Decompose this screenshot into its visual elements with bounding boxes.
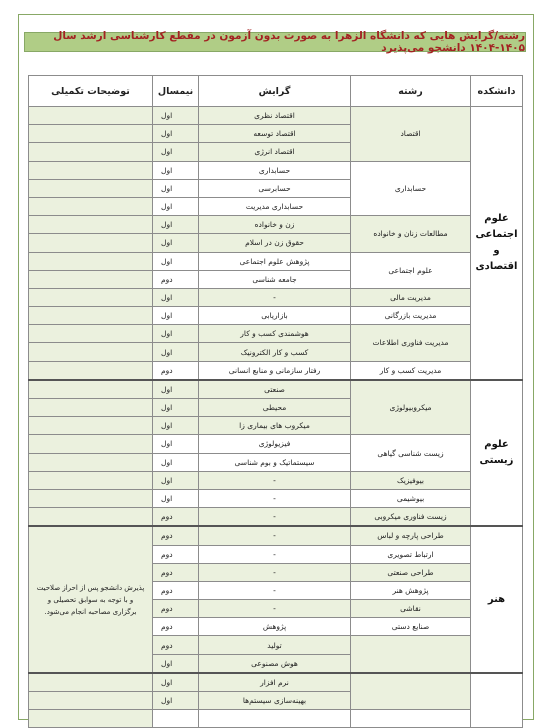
trend-cell: زن و خانواده [199,216,351,234]
notes-cell [29,107,153,125]
semester-cell: اول [153,307,199,325]
notes-cell [29,125,153,143]
semester-cell: اول [153,143,199,161]
major-cell: ارتباط تصویری [351,545,471,563]
semester-cell: اول [153,161,199,179]
table-row [29,161,523,179]
trend-cell: رفتار سازمانی و منابع انسانی [199,361,351,380]
trend-cell: اقتصاد نظری [199,107,351,125]
trend-cell: صنعتی [199,380,351,399]
table-row [29,325,523,343]
major-cell: بیوشیمی [351,489,471,507]
trend-cell: - [199,471,351,489]
trend-cell: - [199,600,351,618]
notes-cell [29,143,153,161]
semester-cell: اول [153,325,199,343]
trend-cell: - [199,526,351,545]
major-cell: مدیریت بازرگانی [351,307,471,325]
semester-cell: اول [153,417,199,435]
semester-cell: اول [153,216,199,234]
trend-cell: - [199,563,351,581]
table-row [29,288,523,306]
notes-cell [29,417,153,435]
semester-cell: اول [153,399,199,417]
table-row [29,107,523,125]
semester-cell: دوم [153,526,199,545]
header-university: دانشکده [471,76,523,107]
trend-cell: حسابداری [199,161,351,179]
trend-cell: حسابرسی [199,179,351,197]
table-row [29,380,523,399]
trend-cell: جامعه شناسی [199,270,351,288]
semester-cell: دوم [153,600,199,618]
major-cell: مدیریت مالی [351,288,471,306]
major-cell: اقتصاد [351,107,471,162]
notes-cell [29,343,153,361]
notes-cell [29,380,153,399]
semester-cell: دوم [153,581,199,599]
semester-cell: دوم [153,545,199,563]
trend-cell: بازاریابی [199,307,351,325]
notes-cell [29,216,153,234]
semester-cell: اول [153,234,199,252]
semester-cell: اول [153,179,199,197]
semester-cell: دوم [153,361,199,380]
notes-cell [29,399,153,417]
major-cell: بیوفیزیک [351,471,471,489]
table-row [29,252,523,270]
trend-cell: - [199,545,351,563]
semester-cell: دوم [153,270,199,288]
table-row [29,508,523,527]
header-notes: توضیحات تکمیلی [29,76,153,107]
major-cell: مدیریت کسب و کار [351,361,471,380]
notes-cell [29,288,153,306]
table-row [29,471,523,489]
trend-cell [199,710,351,728]
notes-cell [29,307,153,325]
semester-cell [153,710,199,728]
major-cell: مطالعات زنان و خانواده [351,216,471,252]
semester-cell: اول [153,343,199,361]
notes-cell [29,161,153,179]
trend-cell: پژوهش علوم اجتماعی [199,252,351,270]
trend-cell: سیستماتیک و بوم شناسی [199,453,351,471]
semester-cell: اول [153,471,199,489]
table-row [29,435,523,453]
semester-cell: اول [153,489,199,507]
table-row [29,216,523,234]
major-cell: زیست فناوری میکروبی [351,508,471,527]
notes-cell [29,489,153,507]
major-cell: زیست شناسی گیاهی [351,435,471,471]
notes-cell [29,197,153,215]
trend-cell: - [199,288,351,306]
university-cell: علوم زیستی [471,380,523,527]
trend-cell: هوش مصنوعی [199,654,351,673]
trend-cell: - [199,508,351,527]
table-row [29,361,523,380]
trend-cell: هوشمندی کسب و کار [199,325,351,343]
university-cell: علوم اجتماعی و اقتصادی [471,107,523,380]
trend-cell: محیطی [199,399,351,417]
semester-cell: دوم [153,508,199,527]
major-cell [351,673,471,710]
header-trend: گرایش [199,76,351,107]
major-cell: مدیریت فناوری اطلاعات [351,325,471,361]
table-row [29,710,523,728]
notes-cell [29,435,153,453]
semester-cell: اول [153,125,199,143]
semester-cell: اول [153,673,199,692]
major-cell: طراحی پارچه و لباس [351,526,471,545]
major-cell: میکروبیولوژی [351,380,471,435]
major-cell: پژوهش هنر [351,581,471,599]
notes-cell [29,673,153,692]
major-cell: علوم اجتماعی [351,252,471,288]
semester-cell: اول [153,654,199,673]
notes-cell [29,179,153,197]
major-cell [351,710,471,728]
semester-cell: اول [153,380,199,399]
semester-cell: اول [153,252,199,270]
trend-cell: میکروب های بیماری زا [199,417,351,435]
major-cell: حسابداری [351,161,471,216]
notes-cell: پذیرش دانشجو پس از احراز صلاحیت و با توجه به سوابق تحصیلی و برگزاری مصاحبه انجام می‌شود. [29,526,153,673]
notes-cell [29,234,153,252]
notes-cell [29,471,153,489]
table-header-row [29,76,523,107]
document-title: رشته/گرایش هایی که دانشگاه الزهرا به صورت بدون آزمون در مقطع کارشناسی ارشد سال ۱۴۰۵-۱۴۰۴ دانشجو می‌پذیرد [24,32,526,52]
trend-cell: پژوهش [199,618,351,636]
trend-cell: بهینه‌سازی سیستم‌ها [199,692,351,710]
semester-cell: اول [153,197,199,215]
semester-cell: اول [153,435,199,453]
trend-cell: - [199,489,351,507]
major-cell: صنایع دستی [351,618,471,636]
table-row [29,489,523,507]
programs-table [28,75,523,728]
trend-cell: تولید [199,636,351,654]
trend-cell: حسابداری مدیریت [199,197,351,215]
notes-cell [29,508,153,527]
semester-cell: دوم [153,636,199,654]
notes-cell [29,325,153,343]
trend-cell: کسب و کار الکترونیک [199,343,351,361]
notes-cell [29,692,153,710]
semester-cell: دوم [153,618,199,636]
trend-cell: اقتصاد توسعه [199,125,351,143]
notes-cell [29,453,153,471]
trend-cell: اقتصاد انرژی [199,143,351,161]
notes-cell [29,270,153,288]
notes-cell [29,710,153,728]
major-cell: نقاشی [351,600,471,618]
trend-cell: فیزیولوژی [199,435,351,453]
major-cell: طراحی صنعتی [351,563,471,581]
table-row [29,673,523,692]
header-major: رشته [351,76,471,107]
trend-cell: حقوق زن در اسلام [199,234,351,252]
trend-cell: - [199,581,351,599]
header-semester: نیمسال [153,76,199,107]
semester-cell: اول [153,453,199,471]
university-cell: هنر [471,526,523,673]
trend-cell: نرم افزار [199,673,351,692]
semester-cell: اول [153,107,199,125]
table-row [29,526,523,545]
major-cell [351,636,471,673]
notes-cell [29,252,153,270]
semester-cell: اول [153,692,199,710]
semester-cell: اول [153,288,199,306]
table-row [29,307,523,325]
notes-cell [29,361,153,380]
semester-cell: دوم [153,563,199,581]
